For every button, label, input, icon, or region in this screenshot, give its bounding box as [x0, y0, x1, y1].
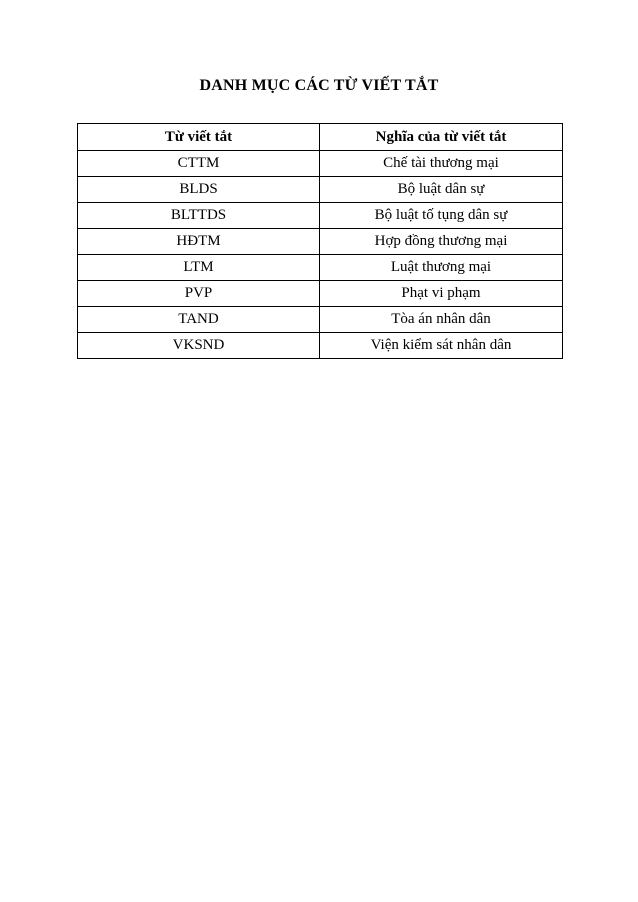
meaning-cell: Tòa án nhân dân — [320, 307, 563, 333]
abbreviation-cell: CTTM — [78, 151, 320, 177]
meaning-cell: Luật thương mại — [320, 255, 563, 281]
page-title: DANH MỤC CÁC TỪ VIẾT TẮT — [199, 77, 439, 94]
header-meaning: Nghĩa của từ viết tắt — [320, 124, 563, 151]
table-row — [78, 281, 563, 307]
table-row — [78, 307, 563, 333]
table-row — [78, 333, 563, 359]
abbreviation-cell: BLTTDS — [78, 203, 320, 229]
meaning-cell: Hợp đồng thương mại — [320, 229, 563, 255]
abbreviation-cell: HĐTM — [78, 229, 320, 255]
meaning-cell: Phạt vi phạm — [320, 281, 563, 307]
table-row — [78, 177, 563, 203]
abbreviation-cell: LTM — [78, 255, 320, 281]
table-header-row — [78, 124, 563, 151]
meaning-cell: Bộ luật dân sự — [320, 177, 563, 203]
header-abbreviation: Từ viết tắt — [78, 124, 320, 151]
table-row — [78, 229, 563, 255]
table-row — [78, 255, 563, 281]
table-row — [78, 151, 563, 177]
meaning-cell: Bộ luật tố tụng dân sự — [320, 203, 563, 229]
abbreviation-cell: TAND — [78, 307, 320, 333]
table-row — [78, 203, 563, 229]
meaning-cell: Chế tài thương mại — [320, 151, 563, 177]
abbreviation-table — [77, 123, 563, 359]
meaning-cell: Viện kiểm sát nhân dân — [320, 333, 563, 359]
abbreviation-cell: BLDS — [78, 177, 320, 203]
abbreviation-cell: VKSND — [78, 333, 320, 359]
abbreviation-cell: PVP — [78, 281, 320, 307]
